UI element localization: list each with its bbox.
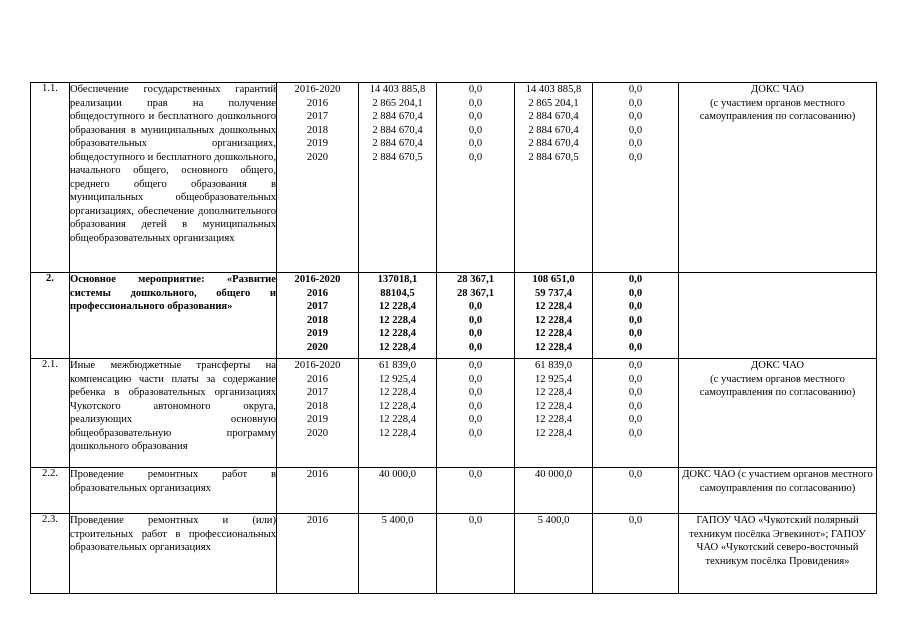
responsible-executor <box>679 273 877 359</box>
federal-value: 0,0 <box>468 414 483 425</box>
total-value: 2 884 670,4 <box>372 111 423 122</box>
federal-value: 0,0 <box>468 124 483 136</box>
activity-description: Проведение ремонтных работ в образовательных организациях <box>70 468 277 514</box>
regional-value: 61 839,0 <box>534 360 573 371</box>
federal-value: 0,0 <box>468 469 483 480</box>
regional-value: 2 884 670,4 <box>528 111 579 122</box>
regional-value: 12 228,4 <box>534 400 573 412</box>
federal-value: 0,0 <box>468 151 483 163</box>
federal-value: 0,0 <box>468 84 483 95</box>
activity-description: Обеспечение государственных гарантий реализации прав на получение общедоступного и бесплатного дошкольного образования в муниципальных дошкольных образовательных организациях, общедоступного и бесплатного дошкольного, начального общего, основного общего, среднего общего образования в муниципальных общеобразовательных организациях, обеспечение дополнительного образования детей в муниципальных общеобразовательных организациях <box>70 83 277 273</box>
federal-cell <box>437 468 515 514</box>
federal-cell <box>437 359 515 468</box>
total-value: 12 228,4 <box>378 341 417 353</box>
other-cell <box>593 359 679 468</box>
regional-value: 12 925,4 <box>534 373 573 385</box>
regional-value: 40 000,0 <box>534 469 573 480</box>
regional-value: 12 228,4 <box>534 341 573 353</box>
regional-value: 2 884 670,5 <box>528 151 579 163</box>
other-value: 0,0 <box>628 469 643 480</box>
total-value: 12 228,4 <box>378 400 417 412</box>
other-value: 0,0 <box>628 314 643 326</box>
years-value: 2016-2020 <box>294 274 341 285</box>
regional-cell <box>515 359 593 468</box>
total-value: 5 400,0 <box>381 515 414 526</box>
regional-cell <box>515 468 593 514</box>
total-cell <box>359 83 437 273</box>
responsible-executor <box>679 83 877 273</box>
other-value: 0,0 <box>628 360 643 371</box>
federal-value: 28 367,1 <box>456 287 495 299</box>
other-value: 0,0 <box>628 387 643 398</box>
row-number: 1.1. <box>31 83 70 273</box>
responsible-text: ГАПОУ ЧАО «Чукотский полярный техникум посёлка Эгвекинот»; ГАПОУ ЧАО «Чукотский северо-восточный техникум посёлка Провидения» <box>689 515 866 567</box>
federal-value: 0,0 <box>468 360 483 371</box>
regional-value: 12 228,4 <box>534 314 573 326</box>
federal-cell <box>437 273 515 359</box>
regional-value: 12 228,4 <box>534 301 573 312</box>
total-value: 14 403 885,8 <box>369 84 426 95</box>
total-value: 137018,1 <box>377 274 418 285</box>
federal-value: 0,0 <box>468 314 483 326</box>
other-value: 0,0 <box>628 84 643 95</box>
responsible-text: ДОКС ЧАО <box>750 84 805 95</box>
years-cell <box>277 83 359 273</box>
federal-cell <box>437 514 515 594</box>
regional-value: 108 651,0 <box>532 274 575 285</box>
other-value: 0,0 <box>628 301 643 312</box>
total-value: 2 884 670,4 <box>372 124 423 136</box>
regional-value: 2 884 670,4 <box>528 138 579 149</box>
other-value: 0,0 <box>628 400 643 412</box>
responsible-executor <box>679 514 877 594</box>
program-activities-table <box>30 82 877 594</box>
years-value: 2018 <box>306 314 329 326</box>
regional-value: 12 228,4 <box>534 387 573 398</box>
total-cell <box>359 514 437 594</box>
total-cell <box>359 273 437 359</box>
total-value: 2 884 670,4 <box>372 138 423 149</box>
years-cell <box>277 273 359 359</box>
regional-value: 2 884 670,4 <box>528 124 579 136</box>
federal-value: 0,0 <box>468 138 483 149</box>
responsible-text: ДОКС ЧАО (с участием органов местного самоуправления по согласованию) <box>682 469 873 494</box>
years-value: 2019 <box>306 138 329 149</box>
other-value: 0,0 <box>628 373 643 385</box>
other-value: 0,0 <box>628 111 643 122</box>
years-value: 2019 <box>306 414 329 425</box>
other-value: 0,0 <box>628 515 643 526</box>
total-value: 40 000,0 <box>378 469 417 480</box>
table-row <box>31 468 877 514</box>
responsible-executor <box>679 468 877 514</box>
total-value: 88104,5 <box>380 287 415 299</box>
regional-value: 5 400,0 <box>537 515 570 526</box>
years-value: 2020 <box>306 427 329 439</box>
regional-cell <box>515 83 593 273</box>
years-value: 2016 <box>306 373 329 385</box>
responsible-text: (с участием органов местного самоуправления по согласованию) <box>699 373 856 398</box>
federal-value: 0,0 <box>468 427 483 439</box>
other-cell <box>593 273 679 359</box>
years-value: 2016 <box>306 97 329 109</box>
federal-value: 0,0 <box>468 373 483 385</box>
total-value: 12 925,4 <box>378 373 417 385</box>
years-value: 2016 <box>306 469 329 480</box>
other-cell <box>593 83 679 273</box>
regional-value: 14 403 885,8 <box>525 84 582 95</box>
other-value: 0,0 <box>628 138 643 149</box>
total-cell <box>359 468 437 514</box>
total-value: 2 865 204,1 <box>372 97 423 109</box>
years-value: 2017 <box>306 387 329 398</box>
years-value: 2017 <box>306 111 329 122</box>
regional-cell <box>515 273 593 359</box>
federal-value: 28 367,1 <box>456 274 495 285</box>
other-value: 0,0 <box>628 328 643 339</box>
activity-description: Иные межбюджетные трансферты на компенсацию части платы за содержание ребенка в образовательных организациях Чукотского автономного округа, реализующих основную общеобразовательную программу дошкольного образования <box>70 359 277 468</box>
total-value: 12 228,4 <box>378 414 417 425</box>
total-value: 12 228,4 <box>378 427 417 439</box>
other-value: 0,0 <box>628 97 643 109</box>
years-value: 2016-2020 <box>294 360 341 371</box>
years-value: 2016 <box>306 287 329 299</box>
years-value: 2017 <box>306 301 329 312</box>
responsible-text: (с участием органов местного самоуправления по согласованию) <box>699 97 856 122</box>
activity-description: Основное мероприятие: «Развитие системы дошкольного, общего и профессионального образования» <box>70 273 277 359</box>
regional-value: 12 228,4 <box>534 427 573 439</box>
federal-value: 0,0 <box>468 515 483 526</box>
responsible-executor <box>679 359 877 468</box>
other-cell <box>593 514 679 594</box>
regional-value: 59 737,4 <box>534 287 573 299</box>
total-cell <box>359 359 437 468</box>
table-body <box>31 83 877 594</box>
federal-value: 0,0 <box>468 400 483 412</box>
regional-value: 2 865 204,1 <box>528 97 579 109</box>
regional-value: 12 228,4 <box>534 328 573 339</box>
years-value: 2016-2020 <box>294 84 341 95</box>
other-value: 0,0 <box>628 274 643 285</box>
regional-value: 12 228,4 <box>534 414 573 425</box>
table-row <box>31 83 877 273</box>
other-value: 0,0 <box>628 151 643 163</box>
federal-value: 0,0 <box>468 328 483 339</box>
total-value: 12 228,4 <box>378 328 417 339</box>
federal-value: 0,0 <box>468 301 483 312</box>
other-value: 0,0 <box>628 124 643 136</box>
years-cell <box>277 514 359 594</box>
other-value: 0,0 <box>628 414 643 425</box>
row-number: 2. <box>31 273 70 359</box>
table-row <box>31 514 877 594</box>
other-value: 0,0 <box>628 341 643 353</box>
other-cell <box>593 468 679 514</box>
other-value: 0,0 <box>628 427 643 439</box>
years-value: 2020 <box>306 341 329 353</box>
responsible-text: ДОКС ЧАО <box>750 360 805 371</box>
row-number: 2.2. <box>31 468 70 514</box>
years-value: 2018 <box>306 400 329 412</box>
federal-cell <box>437 83 515 273</box>
federal-value: 0,0 <box>468 387 483 398</box>
years-value: 2019 <box>306 328 329 339</box>
federal-value: 0,0 <box>468 97 483 109</box>
years-value: 2020 <box>306 151 329 163</box>
total-value: 12 228,4 <box>378 314 417 326</box>
total-value: 12 228,4 <box>378 387 417 398</box>
other-value: 0,0 <box>628 287 643 299</box>
row-number: 2.3. <box>31 514 70 594</box>
federal-value: 0,0 <box>468 341 483 353</box>
row-number: 2.1. <box>31 359 70 468</box>
years-cell <box>277 468 359 514</box>
activity-description: Проведение ремонтных и (или) строительных работ в профессиональных образовательных организациях <box>70 514 277 594</box>
total-value: 61 839,0 <box>378 360 417 371</box>
years-cell <box>277 359 359 468</box>
table-row <box>31 359 877 468</box>
federal-value: 0,0 <box>468 111 483 122</box>
total-value: 2 884 670,5 <box>372 151 423 163</box>
regional-cell <box>515 514 593 594</box>
years-value: 2016 <box>306 515 329 526</box>
years-value: 2018 <box>306 124 329 136</box>
total-value: 12 228,4 <box>378 301 417 312</box>
table-row <box>31 273 877 359</box>
